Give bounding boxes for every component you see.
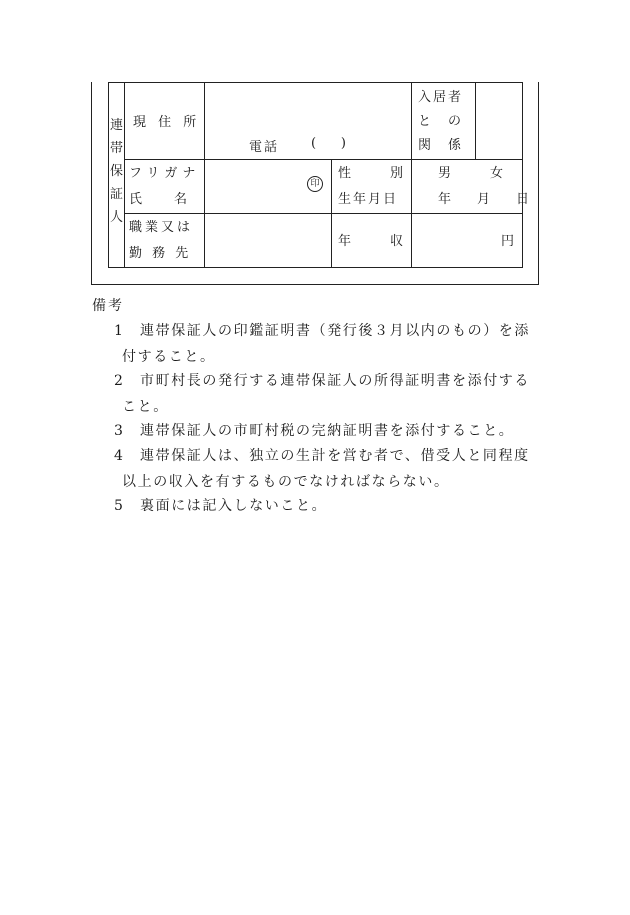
relation-field[interactable] bbox=[476, 83, 523, 160]
name-label-cell bbox=[125, 160, 205, 214]
relation-label-cell bbox=[412, 83, 476, 160]
occupation-label-line-2: 勤 務 先 bbox=[129, 246, 192, 261]
note-item-4 bbox=[92, 443, 538, 495]
note-text-line: 連帯保証人の市町村税の完納証明書を添付すること。 bbox=[140, 423, 515, 439]
guarantor-side-label: 連 帯 保 証 人 bbox=[109, 83, 125, 268]
note-number: 3 bbox=[114, 423, 123, 439]
phone-label: 電話 bbox=[249, 140, 280, 155]
income-label: 年 収 bbox=[338, 234, 404, 249]
income-unit: 円 bbox=[500, 234, 514, 249]
income-label-cell bbox=[332, 214, 412, 268]
note-text-line: 付すること。 bbox=[122, 349, 216, 365]
birthdate-label: 生年月日 bbox=[338, 192, 399, 207]
note-item-3 bbox=[92, 418, 538, 444]
name-field[interactable] bbox=[205, 160, 332, 214]
notes-title: 備考 bbox=[92, 298, 124, 314]
note-text-line: 市町村長の発行する連帯保証人の所得証明書を添付する bbox=[140, 373, 530, 389]
occupation-label-line-1: 職業又は bbox=[129, 220, 194, 235]
income-field[interactable] bbox=[412, 214, 523, 268]
occupation-field[interactable] bbox=[205, 214, 332, 268]
note-text-line: 連帯保証人の印鑑証明書（発行後３月以内のもの）を添 bbox=[140, 323, 530, 339]
name-label: 氏 名 bbox=[129, 192, 190, 207]
address-field[interactable] bbox=[205, 83, 412, 160]
occupation-label-cell bbox=[125, 214, 205, 268]
note-text-line: 裏面には記入しないこと。 bbox=[140, 498, 328, 514]
note-text-line: こと。 bbox=[122, 399, 169, 415]
relation-label-line-3: 関 係 bbox=[418, 138, 464, 153]
note-number: 1 bbox=[114, 323, 123, 339]
note-item-2 bbox=[92, 368, 538, 420]
note-text-line: 以上の収入を有するものでなければならない。 bbox=[122, 474, 450, 490]
furigana-label: フリガナ bbox=[129, 166, 201, 181]
gender-label: 性 別 bbox=[338, 166, 404, 181]
relation-label-line-2: と の bbox=[418, 114, 464, 129]
note-number: 4 bbox=[114, 448, 123, 464]
birthdate-fields: 年 月 日 bbox=[438, 192, 530, 207]
note-item-1 bbox=[92, 318, 538, 370]
address-label: 現 住 所 bbox=[133, 115, 201, 130]
note-number: 5 bbox=[114, 498, 123, 514]
phone-parens: ( ) bbox=[311, 136, 346, 151]
relation-label-line-1: 入居者 bbox=[418, 90, 464, 105]
seal-mark: 印 bbox=[307, 176, 323, 192]
guarantor-table bbox=[108, 82, 530, 268]
note-text-line: 連帯保証人は、独立の生計を営む者で、借受人と同程度 bbox=[140, 448, 530, 464]
gender-options: 男 女 bbox=[438, 166, 504, 181]
address-label-cell bbox=[125, 83, 205, 160]
gender-birth-field[interactable] bbox=[412, 160, 530, 214]
note-number: 2 bbox=[114, 373, 123, 389]
note-item-5 bbox=[92, 493, 538, 519]
gender-birth-label-cell bbox=[332, 160, 412, 214]
